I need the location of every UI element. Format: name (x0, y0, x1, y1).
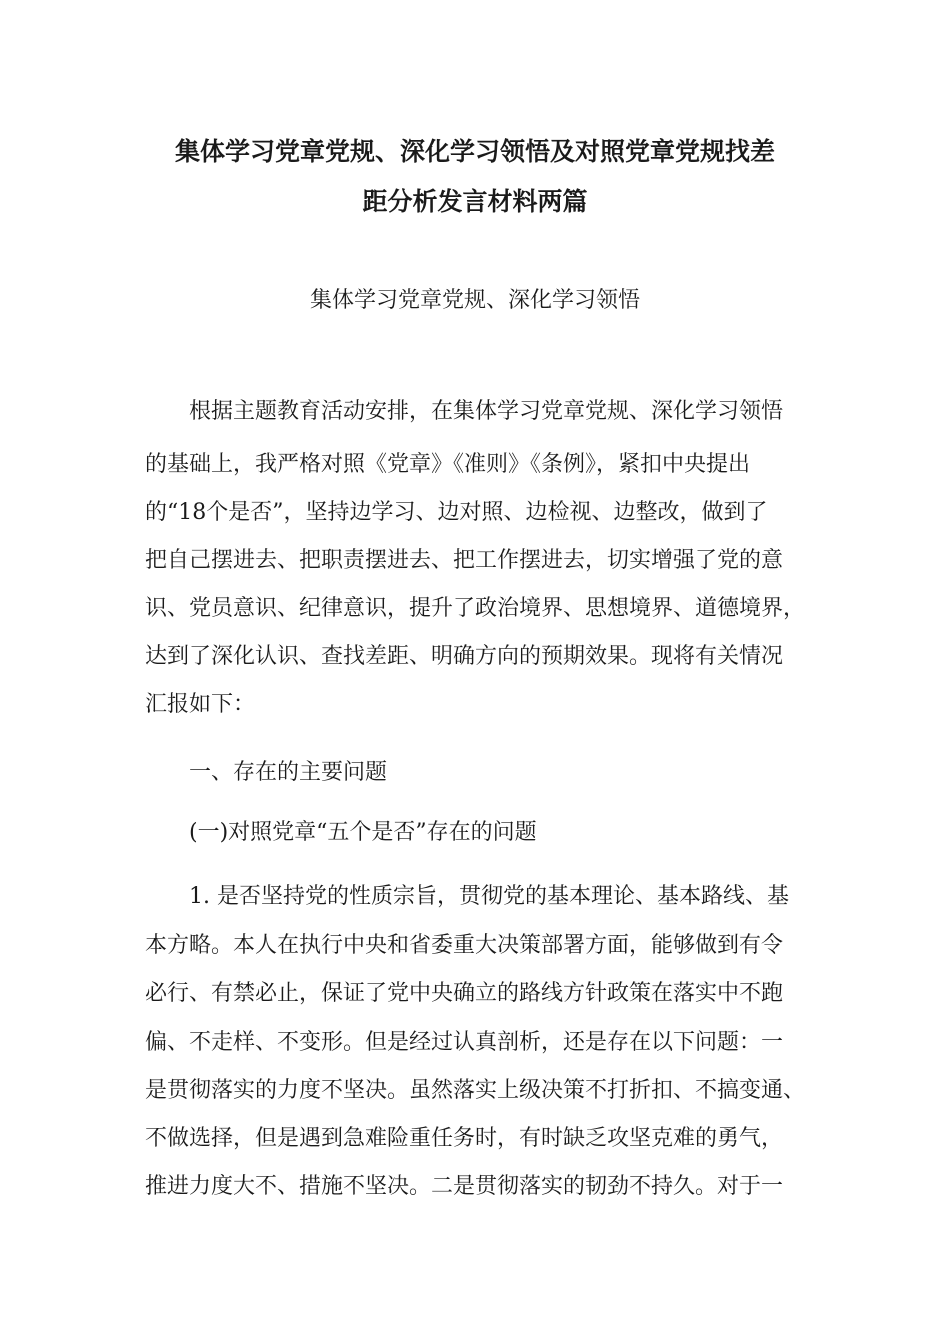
document-title-line-2: 距分析发言材料两篇 (362, 187, 588, 216)
document-subtitle: 集体学习党章党规、深化学习领悟 (309, 288, 640, 313)
paragraph-line: 偏、不走样、不变形。但是经过认真剖析，还是存在以下问题：一 (145, 1030, 784, 1055)
paragraph-line: 是贯彻落实的力度不坚决。虽然落实上级决策不打折扣、不搞变通、 (145, 1078, 806, 1103)
paragraph-line: 1. 是否坚持党的性质宗旨，贯彻党的基本理论、基本路线、基 (189, 884, 789, 909)
paragraph-line: 不做选择，但是遇到急难险重任务时，有时缺乏攻坚克难的勇气， (145, 1126, 784, 1151)
section-heading: 一、存在的主要问题 (189, 760, 388, 785)
paragraph-line: 汇报如下： (145, 692, 256, 717)
paragraph-line: 的基础上，我严格对照《党章》《准则》《条例》，紧扣中央提出 (145, 452, 751, 477)
paragraph-line: 根据主题教育活动安排，在集体学习党章党规、深化学习领悟 (189, 399, 784, 424)
paragraph-line: 本方略。本人在执行中央和省委重大决策部署方面，能够做到有令 (145, 933, 784, 958)
paragraph-line: 必行、有禁必止，保证了党中央确立的路线方针政策在落实中不跑 (145, 981, 784, 1006)
paragraph-line: 达到了深化认识、查找差距、明确方向的预期效果。现将有关情况 (145, 644, 784, 669)
paragraph-line: 识、党员意识、纪律意识，提升了政治境界、思想境界、道德境界， (145, 596, 806, 621)
paragraph-line: 把自己摆进去、把职责摆进去、把工作摆进去，切实增强了党的意 (145, 548, 784, 573)
document-title-line-1: 集体学习党章党规、深化学习领悟及对照党章党规找差 (174, 137, 775, 166)
paragraph-line: 推进力度大不、措施不坚决。二是贯彻落实的韧劲不持久。对于一 (145, 1174, 784, 1199)
subsection-heading: (一)对照党章“五个是否”存在的问题 (189, 820, 537, 845)
paragraph-line: 的“18个是否”，坚持边学习、边对照、边检视、边整改，做到了 (145, 500, 768, 525)
